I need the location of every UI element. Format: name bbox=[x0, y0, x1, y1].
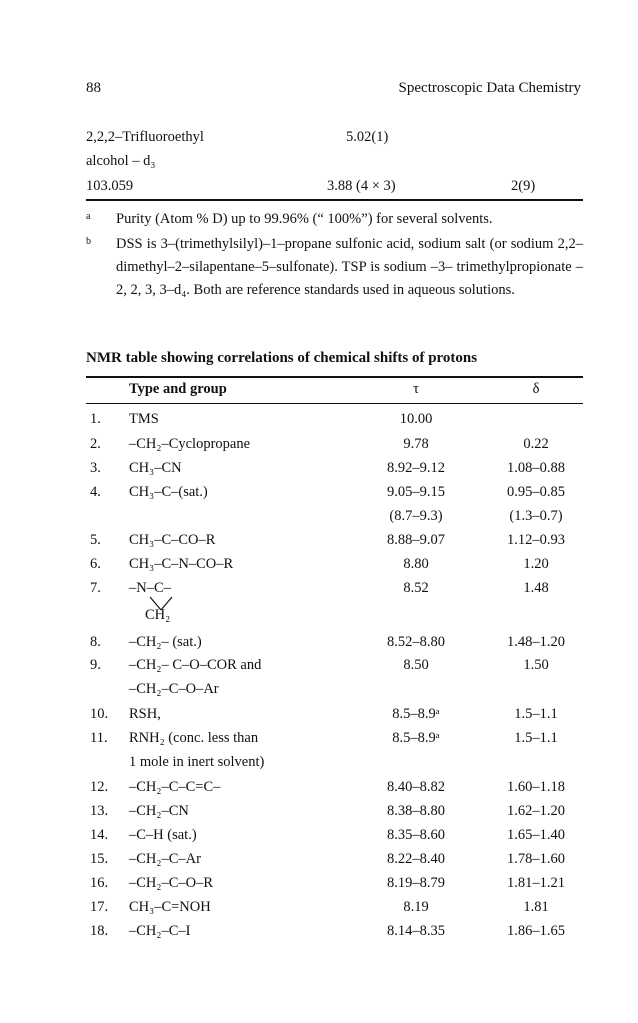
row-number: 8. bbox=[90, 634, 101, 650]
row-group: –C–H (sat.) bbox=[129, 827, 197, 843]
row-tau: 10.00 bbox=[399, 411, 433, 427]
footnote-b bbox=[86, 233, 583, 302]
row-number: 4. bbox=[90, 484, 101, 500]
row-group: CH₃–C–N–CO–R bbox=[129, 556, 234, 572]
row-tau: 8.38–8.80 bbox=[387, 803, 445, 819]
row-number: 18. bbox=[90, 923, 109, 939]
row-group: –CH₂–Cyclopropane bbox=[129, 436, 251, 452]
row-tau: 8.92–9.12 bbox=[387, 460, 445, 476]
row-delta: 1.78–1.60 bbox=[507, 851, 565, 867]
table-top-rule bbox=[86, 376, 583, 378]
row-delta: 1.12–0.93 bbox=[507, 532, 565, 548]
row-tau: 8.19 bbox=[403, 899, 429, 915]
table-row bbox=[86, 899, 583, 923]
row-delta: 1.5–1.1 bbox=[514, 706, 558, 722]
table-row bbox=[86, 580, 583, 630]
footnote-text: DSS is 3–(trimethylsilyl)–1–propane sulfonic acid, sodium salt (or sodium 2,2–dimethyl–2–silapentane–5–sulfonate). TSP is sodium –3– trimethylpropionate –2, 2, 3, 3–d₄. Both are reference standards used in aqueous solutions. bbox=[116, 236, 583, 298]
continued-value: 3.88 (4 × 3) bbox=[327, 178, 396, 194]
table-row bbox=[86, 508, 583, 532]
header-type-group: Type and group bbox=[129, 381, 227, 397]
row-delta: 1.62–1.20 bbox=[507, 803, 565, 819]
row-delta: 1.86–1.65 bbox=[507, 923, 565, 939]
footnote-a bbox=[86, 208, 583, 231]
row-delta: 0.95–0.85 bbox=[507, 484, 565, 500]
row-tau: 8.19–8.79 bbox=[387, 875, 445, 891]
row-number: 17. bbox=[90, 899, 109, 915]
row-tau: 8.22–8.40 bbox=[387, 851, 445, 867]
row-number: 9. bbox=[90, 657, 101, 673]
row-number: 14. bbox=[90, 827, 109, 843]
header-rule bbox=[86, 403, 583, 404]
table-row bbox=[86, 803, 583, 827]
page-number: 88 bbox=[86, 80, 101, 96]
row-delta: 1.81–1.21 bbox=[507, 875, 565, 891]
table-row bbox=[86, 827, 583, 851]
continued-value: 5.02(1) bbox=[346, 129, 389, 145]
row-delta: 1.48 bbox=[523, 580, 549, 596]
table-row bbox=[86, 875, 583, 899]
table-row bbox=[86, 634, 583, 658]
row-number: 5. bbox=[90, 532, 101, 548]
row-tau: 8.14–8.35 bbox=[387, 923, 445, 939]
row-delta: 1.08–0.88 bbox=[507, 460, 565, 476]
header-delta: δ bbox=[532, 381, 540, 397]
row-tau: 8.52 bbox=[403, 580, 429, 596]
row-group-ring-ch2: CH₂ bbox=[145, 607, 171, 623]
row-group: CH₃–C=NOH bbox=[129, 899, 211, 915]
row-tau: 8.5–8.9ᵃ bbox=[392, 730, 440, 746]
footnote-text: Purity (Atom % D) up to 99.96% (“ 100%”) for several solvents. bbox=[116, 211, 493, 227]
table-row bbox=[86, 730, 583, 778]
row-group: –CH₂–C–O–R bbox=[129, 875, 214, 891]
row-delta: 1.5–1.1 bbox=[514, 730, 558, 746]
continued-value-2: 2(9) bbox=[511, 178, 536, 194]
continued-name: alcohol – d₃ bbox=[86, 153, 156, 169]
row-tau: 9.78 bbox=[403, 436, 429, 452]
row-group: –CH₂– (sat.) bbox=[129, 634, 202, 650]
row-tau: 8.35–8.60 bbox=[387, 827, 445, 843]
row-group-line2: –CH₂–C–O–Ar bbox=[129, 681, 219, 697]
row-number: 16. bbox=[90, 875, 109, 891]
continued-name: 103.059 bbox=[86, 178, 134, 194]
row-tau: 8.40–8.82 bbox=[387, 779, 445, 795]
row-group: CH₃–C–CO–R bbox=[129, 532, 216, 548]
table-row bbox=[86, 411, 583, 435]
table-row bbox=[86, 532, 583, 556]
table-row bbox=[86, 556, 583, 580]
row-group: RSH, bbox=[129, 706, 161, 722]
row-number: 15. bbox=[90, 851, 109, 867]
table-row bbox=[86, 706, 583, 730]
row-tau: 8.80 bbox=[403, 556, 429, 572]
row-number: 2. bbox=[90, 436, 101, 452]
row-group: –CH₂–C–C=C– bbox=[129, 779, 221, 795]
row-group: –CH₂–CN bbox=[129, 803, 189, 819]
row-group: –N–C– bbox=[129, 580, 171, 596]
header-tau: τ bbox=[413, 381, 419, 397]
row-group: CH₃–CN bbox=[129, 460, 182, 476]
row-delta: 1.20 bbox=[523, 556, 549, 572]
row-number: 12. bbox=[90, 779, 109, 795]
running-title: Spectroscopic Data Chemistry bbox=[398, 80, 581, 96]
row-number: 3. bbox=[90, 460, 101, 476]
row-delta: 1.81 bbox=[523, 899, 549, 915]
row-tau: 8.5–8.9ᵃ bbox=[392, 706, 440, 722]
row-number: 7. bbox=[90, 580, 101, 596]
row-number: 1. bbox=[90, 411, 101, 427]
row-tau: 8.88–9.07 bbox=[387, 532, 445, 548]
row-tau: (8.7–9.3) bbox=[389, 508, 443, 524]
table-row bbox=[86, 851, 583, 875]
table-row bbox=[86, 484, 583, 508]
row-tau: 9.05–9.15 bbox=[387, 484, 445, 500]
row-delta: 1.48–1.20 bbox=[507, 634, 565, 650]
row-delta: 1.50 bbox=[523, 657, 549, 673]
row-delta: 0.22 bbox=[523, 436, 549, 452]
footnote-mark: b bbox=[86, 236, 91, 247]
row-group-line2: 1 mole in inert solvent) bbox=[129, 754, 265, 770]
row-number: 11. bbox=[90, 730, 108, 746]
table-row bbox=[86, 923, 583, 947]
row-delta: 1.65–1.40 bbox=[507, 827, 565, 843]
row-number: 13. bbox=[90, 803, 109, 819]
row-group: TMS bbox=[129, 411, 159, 427]
row-group: –CH₂–C–Ar bbox=[129, 851, 201, 867]
row-tau: 8.50 bbox=[403, 657, 429, 673]
row-number: 10. bbox=[90, 706, 109, 722]
row-delta: 1.60–1.18 bbox=[507, 779, 565, 795]
table-row bbox=[86, 779, 583, 803]
row-group: –CH₂–C–I bbox=[129, 923, 191, 939]
table-row bbox=[86, 436, 583, 460]
footnote-mark: a bbox=[86, 211, 91, 222]
row-delta: (1.3–0.7) bbox=[509, 508, 563, 524]
row-group: CH₃–C–(sat.) bbox=[129, 484, 208, 500]
table-row bbox=[86, 657, 583, 705]
row-tau: 8.52–8.80 bbox=[387, 634, 445, 650]
continued-name: 2,2,2–Trifluoroethyl bbox=[86, 129, 204, 145]
row-group: –CH₂– C–O–COR and bbox=[129, 657, 262, 673]
table-row bbox=[86, 460, 583, 484]
continued-bottom-rule bbox=[86, 199, 583, 201]
row-group: RNH₂ (conc. less than bbox=[129, 730, 259, 746]
row-number: 6. bbox=[90, 556, 101, 572]
table-title: NMR table showing correlations of chemical shifts of protons bbox=[86, 350, 478, 366]
